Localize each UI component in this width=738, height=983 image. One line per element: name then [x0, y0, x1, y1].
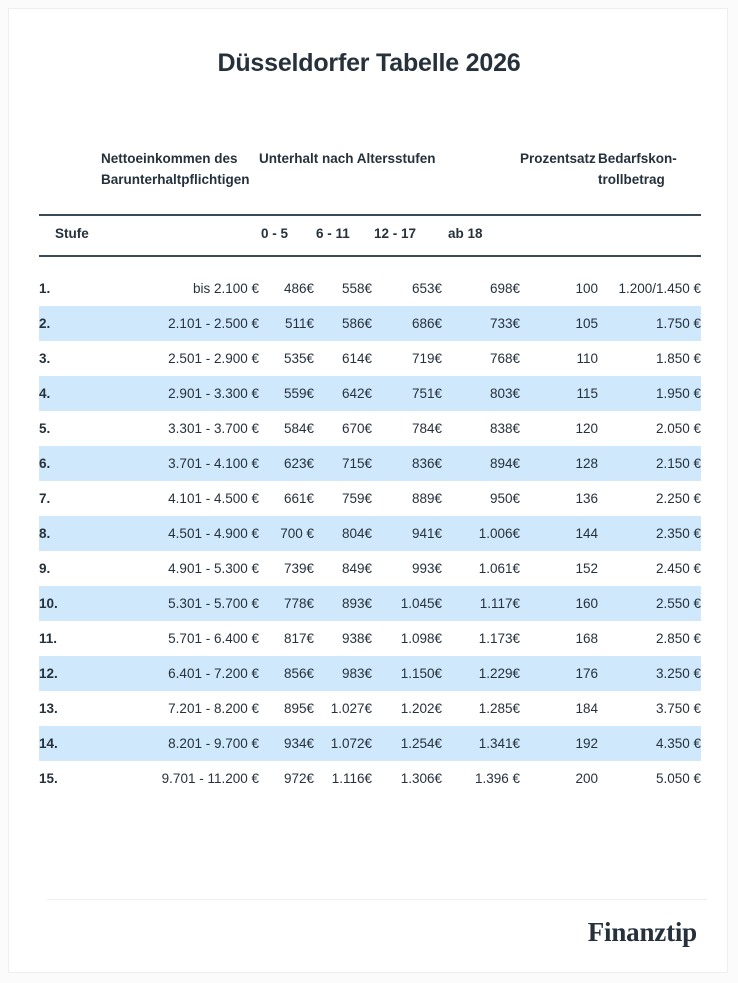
cell-age-12-17: 784€	[411, 421, 442, 436]
cell-age-0-5: 739€	[283, 561, 314, 576]
cell-income: 6.401 - 7.200 €	[101, 656, 259, 691]
cell-age-6-11: 670€	[341, 421, 372, 436]
cell-stufe: 10.	[39, 586, 101, 621]
cell-prozentsatz: 176	[520, 656, 598, 691]
footer-divider	[47, 899, 707, 900]
cell-stufe: 5.	[39, 421, 51, 436]
cell-stufe: 8.	[39, 516, 101, 551]
cell-bedarfskontrollbetrag: 5.050 €	[655, 771, 702, 786]
table-row	[39, 656, 701, 691]
cell-prozentsatz: 110	[576, 351, 599, 366]
duesseldorfer-tabelle	[39, 149, 701, 796]
cell-age-0-5: 895€	[283, 701, 314, 716]
cell-age-0-5: 856€	[259, 656, 314, 691]
group-header-unterhalt: Unterhalt nach Altersstufen	[259, 151, 436, 166]
cell-age-6-11: 938€	[341, 631, 372, 646]
cell-stufe: 12.	[39, 656, 101, 691]
table-row	[39, 481, 701, 516]
cell-income: 8.201 - 9.700 €	[101, 726, 259, 761]
cell-bedarfskontrollbetrag: 2.350 €	[598, 516, 701, 551]
cell-prozentsatz: 160	[520, 586, 598, 621]
cell-age-12-17: 1.306€	[400, 771, 442, 786]
cell-age-6-11: 558€	[341, 281, 372, 296]
cell-stufe: 1.	[39, 281, 51, 296]
cell-stufe: 7.	[39, 491, 51, 506]
table-row	[39, 726, 701, 761]
table-row	[39, 446, 701, 481]
cell-age-0-5: 623€	[259, 446, 314, 481]
cell-prozentsatz: 128	[520, 446, 598, 481]
cell-income: 4.501 - 4.900 €	[101, 516, 259, 551]
cell-age-ab-18: 1.117€	[442, 586, 520, 621]
cell-bedarfskontrollbetrag: 3.750 €	[655, 701, 702, 716]
table-row	[39, 411, 701, 446]
cell-age-0-5: 934€	[259, 726, 314, 761]
cell-age-0-5: 972€	[283, 771, 314, 786]
cell-age-12-17: 993€	[411, 561, 442, 576]
cell-age-12-17: 719€	[411, 351, 442, 366]
cell-age-ab-18: 1.006€	[442, 516, 520, 551]
table-row	[39, 761, 701, 796]
cell-bedarfskontrollbetrag: 1.200/1.450 €	[618, 281, 702, 296]
group-header-income	[101, 149, 259, 215]
cell-bedarfskontrollbetrag: 2.050 €	[655, 421, 702, 436]
cell-age-ab-18: 698€	[489, 281, 521, 296]
cell-stufe: 2.	[39, 306, 101, 341]
cell-income: bis 2.100 €	[192, 281, 259, 296]
cell-income: 9.701 - 11.200 €	[161, 771, 259, 786]
cell-bedarfskontrollbetrag: 1.850 €	[655, 351, 702, 366]
cell-prozentsatz: 192	[520, 726, 598, 761]
cell-income: 7.201 - 8.200 €	[168, 701, 259, 716]
cell-bedarfskontrollbetrag: 2.250 €	[655, 491, 702, 506]
cell-age-0-5: 584€	[283, 421, 314, 436]
group-header-bedarf-line2: trollbetrag	[598, 171, 665, 187]
cell-prozentsatz: 120	[575, 421, 599, 436]
sub-header-stufe: Stufe	[39, 215, 101, 256]
cell-income: 3.301 - 3.700 €	[168, 421, 259, 436]
cell-bedarfskontrollbetrag: 2.850 €	[655, 631, 702, 646]
table-row	[39, 341, 701, 376]
cell-age-ab-18: 838€	[489, 421, 521, 436]
cell-age-6-11: 759€	[341, 491, 372, 506]
cell-income: 5.701 - 6.400 €	[168, 631, 259, 646]
table-row	[39, 306, 701, 341]
cell-age-ab-18: 733€	[442, 306, 520, 341]
cell-age-ab-18: 1.285€	[478, 701, 521, 716]
cell-age-ab-18: 950€	[489, 491, 521, 506]
cell-bedarfskontrollbetrag: 4.350 €	[598, 726, 701, 761]
cell-prozentsatz: 200	[575, 771, 599, 786]
sub-header-age-12-17: 12 - 17	[372, 215, 442, 256]
cell-age-12-17: 1.150€	[372, 656, 442, 691]
cell-stufe: 13.	[39, 701, 58, 716]
group-header-income-line2: Barunterhaltpflichtigen	[101, 171, 250, 187]
cell-age-ab-18: 1.341€	[442, 726, 520, 761]
document-card	[8, 8, 728, 973]
cell-age-6-11: 1.072€	[314, 726, 372, 761]
maintenance-table	[39, 149, 701, 796]
cell-prozentsatz: 100	[575, 281, 599, 296]
table-head	[39, 149, 701, 256]
cell-age-6-11: 642€	[314, 376, 372, 411]
cell-age-6-11: 893€	[314, 586, 372, 621]
group-header-bedarfskontrollbetrag	[598, 149, 701, 215]
brand-logo: Finanztip	[587, 917, 697, 947]
group-header-prozentsatz: Prozentsatz	[520, 151, 596, 166]
cell-bedarfskontrollbetrag: 2.150 €	[598, 446, 701, 481]
cell-age-6-11: 1.027€	[330, 701, 372, 716]
table-row	[39, 621, 701, 656]
sub-header-bedarf-blank	[598, 215, 701, 256]
cell-age-6-11: 983€	[314, 656, 372, 691]
table-row	[39, 376, 701, 411]
cell-stufe: 3.	[39, 351, 51, 366]
cell-age-12-17: 1.045€	[372, 586, 442, 621]
cell-prozentsatz: 168	[575, 631, 599, 646]
table-row	[39, 586, 701, 621]
cell-age-12-17: 1.202€	[400, 701, 442, 716]
cell-age-0-5: 661€	[283, 491, 314, 506]
cell-age-12-17: 653€	[411, 281, 442, 296]
cell-age-0-5: 778€	[259, 586, 314, 621]
cell-bedarfskontrollbetrag: 3.250 €	[598, 656, 701, 691]
cell-income: 3.701 - 4.100 €	[101, 446, 259, 481]
page-title: Düsseldorfer Tabelle 2026	[217, 49, 521, 77]
sub-header-prozentsatz-blank	[520, 215, 598, 256]
cell-stufe: 9.	[39, 561, 51, 576]
table-row	[39, 516, 701, 551]
sub-header-age-0-5: 0 - 5	[259, 215, 314, 256]
group-header-stufe	[39, 149, 101, 215]
cell-age-ab-18: 1.396 €	[474, 771, 521, 786]
cell-age-ab-18: 768€	[489, 351, 521, 366]
group-header-bedarf-line1: Bedarfskon-	[598, 151, 677, 166]
table-body	[39, 256, 701, 796]
cell-age-12-17: 836€	[372, 446, 442, 481]
cell-age-12-17: 941€	[372, 516, 442, 551]
cell-bedarfskontrollbetrag: 2.450 €	[655, 561, 702, 576]
cell-age-12-17: 751€	[372, 376, 442, 411]
cell-stufe: 15.	[39, 771, 58, 786]
cell-stufe: 6.	[39, 446, 101, 481]
cell-income: 5.301 - 5.700 €	[101, 586, 259, 621]
cell-age-ab-18: 1.229€	[442, 656, 520, 691]
cell-age-0-5: 511€	[259, 306, 314, 341]
cell-income: 4.101 - 4.500 €	[168, 491, 259, 506]
sub-header-age-ab-18: ab 18	[442, 215, 520, 256]
cell-stufe: 14.	[39, 726, 101, 761]
cell-age-6-11: 586€	[314, 306, 372, 341]
cell-age-ab-18: 1.061€	[478, 561, 521, 576]
cell-age-0-5: 700 €	[259, 516, 314, 551]
cell-age-0-5: 535€	[283, 351, 314, 366]
cell-prozentsatz: 144	[520, 516, 598, 551]
cell-age-ab-18: 803€	[442, 376, 520, 411]
cell-age-6-11: 614€	[341, 351, 372, 366]
cell-income: 2.901 - 3.300 €	[101, 376, 259, 411]
cell-age-6-11: 1.116€	[331, 771, 372, 786]
group-header-income-line1: Nettoeinkommen des	[101, 151, 238, 166]
cell-age-0-5: 559€	[259, 376, 314, 411]
cell-age-12-17: 686€	[372, 306, 442, 341]
sub-header-age-6-11: 6 - 11	[314, 215, 372, 256]
cell-bedarfskontrollbetrag: 1.750 €	[598, 306, 701, 341]
cell-prozentsatz: 105	[520, 306, 598, 341]
cell-income: 4.901 - 5.300 €	[168, 561, 259, 576]
table-row	[39, 551, 701, 586]
sub-header-row	[39, 215, 701, 256]
cell-stufe: 4.	[39, 376, 101, 411]
cell-age-6-11: 849€	[341, 561, 372, 576]
cell-prozentsatz: 115	[520, 376, 598, 411]
cell-age-0-5: 817€	[283, 631, 314, 646]
cell-income: 2.501 - 2.900 €	[168, 351, 259, 366]
cell-stufe: 11.	[39, 631, 58, 646]
cell-age-6-11: 715€	[314, 446, 372, 481]
cell-age-ab-18: 1.173€	[478, 631, 521, 646]
cell-age-12-17: 1.098€	[400, 631, 442, 646]
cell-income: 2.101 - 2.500 €	[101, 306, 259, 341]
cell-age-0-5: 486€	[283, 281, 314, 296]
cell-bedarfskontrollbetrag: 2.550 €	[598, 586, 701, 621]
cell-age-ab-18: 894€	[442, 446, 520, 481]
cell-bedarfskontrollbetrag: 1.950 €	[598, 376, 701, 411]
header-spacer	[39, 256, 701, 271]
cell-prozentsatz: 136	[575, 491, 599, 506]
table-row	[39, 691, 701, 726]
cell-prozentsatz: 152	[575, 561, 599, 576]
group-header-row	[39, 149, 701, 215]
cell-age-6-11: 804€	[314, 516, 372, 551]
cell-prozentsatz: 184	[575, 701, 599, 716]
table-row	[39, 271, 701, 306]
cell-age-12-17: 1.254€	[372, 726, 442, 761]
cell-age-12-17: 889€	[411, 491, 442, 506]
sub-header-income-blank	[101, 215, 259, 256]
